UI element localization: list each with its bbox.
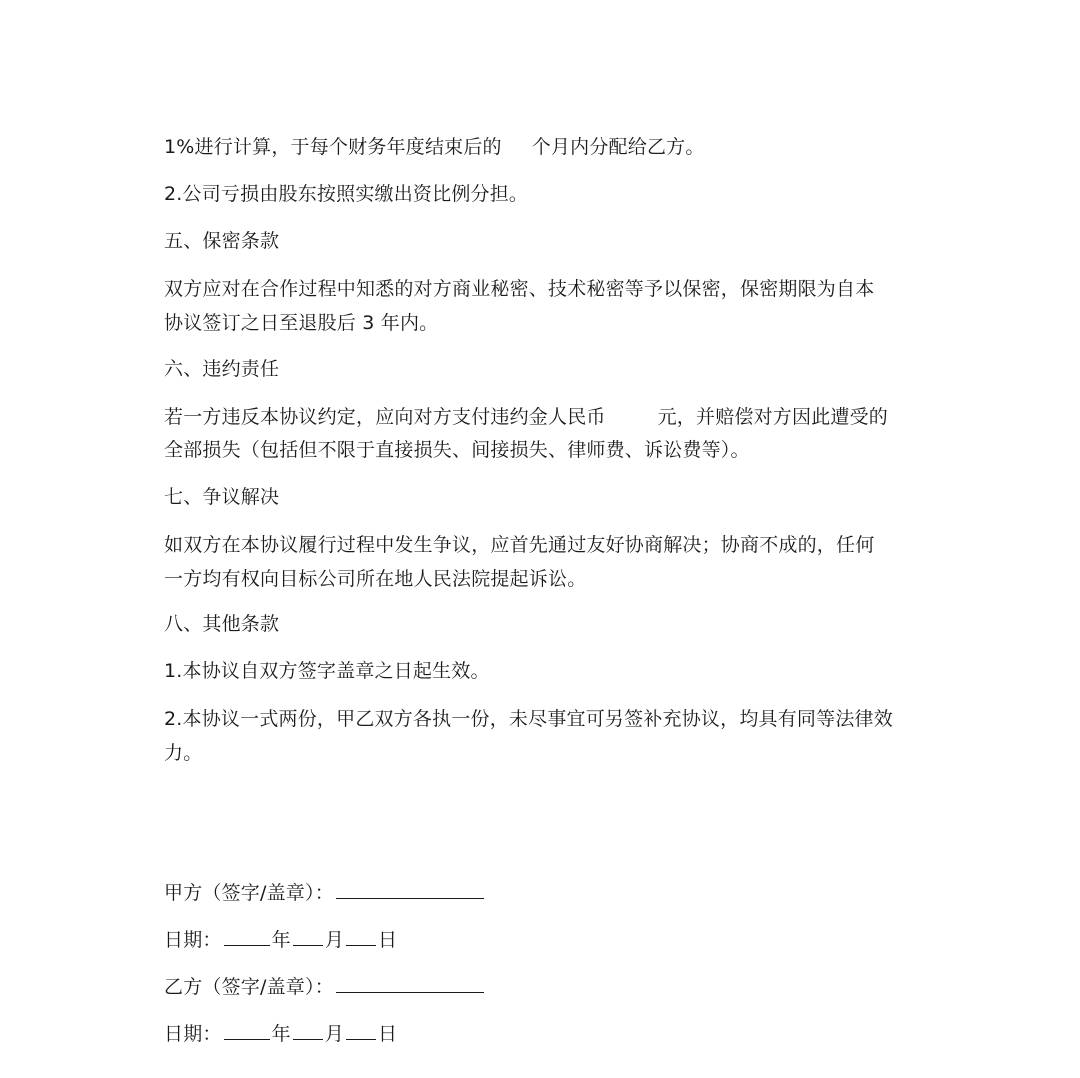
- party-a-day-label: 日: [378, 929, 398, 951]
- party-a-day-blank[interactable]: [346, 923, 376, 946]
- section-heading-liability: 六、违约责任: [164, 358, 280, 380]
- section-heading-confidentiality: 五、保密条款: [164, 230, 280, 252]
- party-a-month-label: 月: [324, 929, 345, 951]
- dispute-line-1: 如双方在本协议履行过程中发生争议，应首先通过友好协商解决；协商不成的，任何: [164, 534, 875, 556]
- party-a-signature-line: [164, 876, 486, 910]
- profit-line-1-end: 个月内分配给乙方。: [531, 136, 705, 158]
- party-b-signature-line: [164, 970, 486, 1004]
- party-b-month-blank[interactable]: [293, 1017, 323, 1040]
- party-b-day-label: 日: [378, 1023, 398, 1045]
- party-b-date-label: 日期：: [164, 1023, 222, 1045]
- party-a-month-blank[interactable]: [293, 923, 323, 946]
- other-item-2-line-1: 2.本协议一式两份，甲乙双方各执一份，未尽事宜可另签补充协议，均具有同等法律效: [164, 708, 893, 730]
- party-b-label: 乙方（签字/盖章）：: [164, 976, 334, 998]
- liability-line-1: [164, 400, 888, 434]
- confidentiality-line-2: 协议签订之日至退股后 3 年内。: [164, 312, 439, 334]
- party-b-signature-blank[interactable]: [336, 970, 484, 993]
- section-heading-dispute: 七、争议解决: [164, 486, 280, 508]
- party-a-label: 甲方（签字/盖章）：: [164, 882, 334, 904]
- party-b-year-label: 年: [271, 1023, 291, 1045]
- party-b-day-blank[interactable]: [346, 1017, 376, 1040]
- section-heading-other: 八、其他条款: [164, 613, 280, 635]
- party-a-signature-blank[interactable]: [336, 876, 484, 899]
- other-item-1: 1.本协议自双方签字盖章之日起生效。: [164, 660, 490, 682]
- party-a-date-label: 日期：: [164, 929, 222, 951]
- party-b-date-line: [164, 1017, 397, 1051]
- other-item-2-line-2: 力。: [164, 742, 203, 764]
- profit-line-1: [164, 130, 705, 164]
- party-b-month-label: 月: [324, 1023, 345, 1045]
- confidentiality-line-1: 双方应对在合作过程中知悉的对方商业秘密、技术秘密等予以保密，保密期限为自本: [164, 278, 875, 300]
- liability-line-2: 全部损失（包括但不限于直接损失、间接损失、律师费、诉讼费等）。: [164, 439, 750, 461]
- liability-line-1-start: 若一方违反本协议约定，应向对方支付违约金人民币: [164, 406, 606, 428]
- dispute-line-2: 一方均有权向目标公司所在地人民法院提起诉讼。: [164, 568, 587, 590]
- profit-line-1-start: 1%进行计算，于每个财务年度结束后的: [164, 136, 502, 158]
- profit-item-2: 2.公司亏损由股东按照实缴出资比例分担。: [164, 183, 529, 205]
- party-a-year-blank[interactable]: [224, 923, 270, 946]
- party-b-year-blank[interactable]: [224, 1017, 270, 1040]
- liability-line-1-end: 元，并赔偿对方因此遭受的: [657, 406, 889, 428]
- party-a-date-line: [164, 923, 397, 957]
- party-a-year-label: 年: [271, 929, 291, 951]
